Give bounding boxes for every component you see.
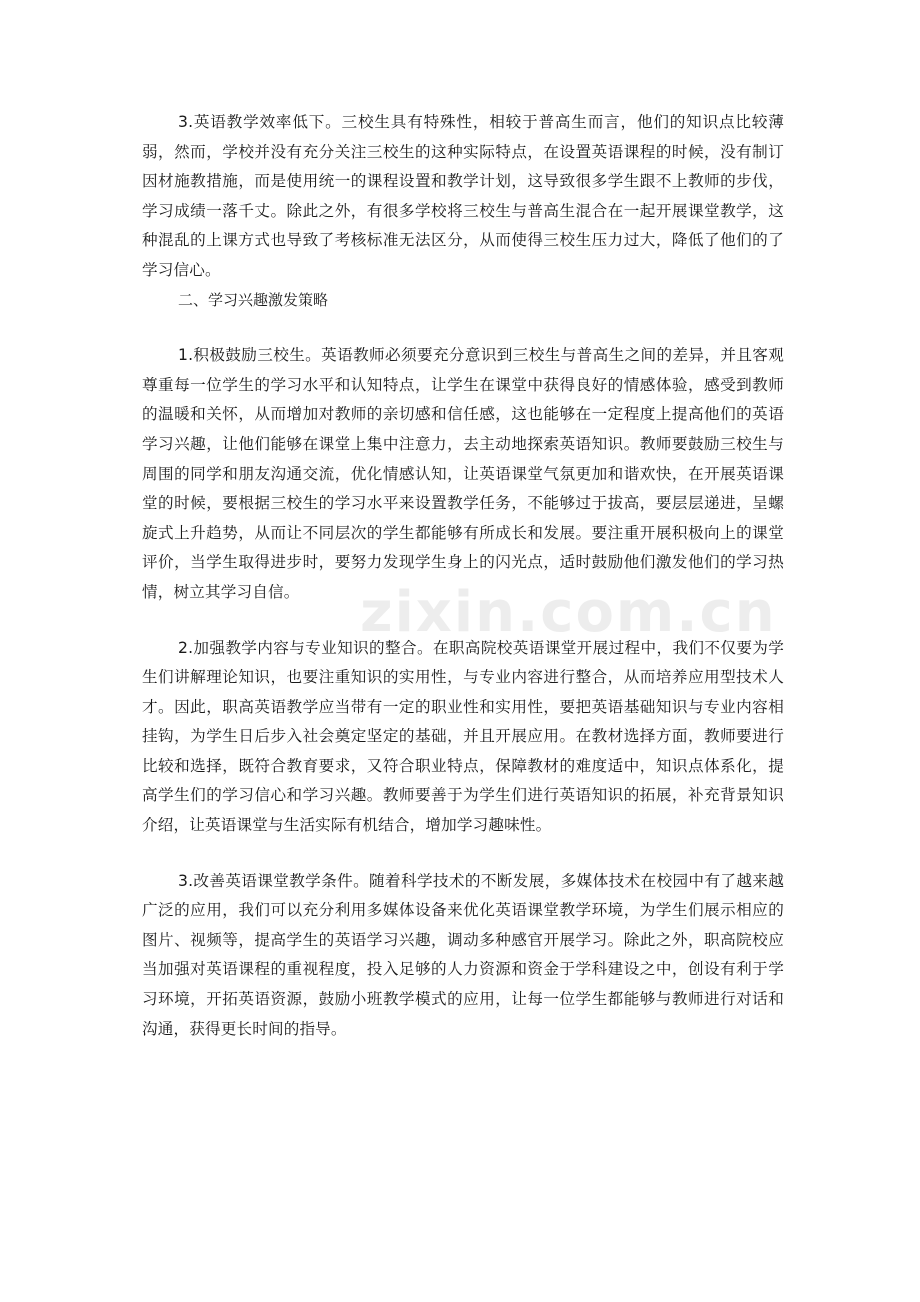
section-heading: 二、学习兴趣激发策略 (178, 290, 329, 309)
paragraph-efficiency: 3.英语教学效率低下。三校生具有特殊性，相较于普高生而言，他们的知识点比较薄弱，然而，学校并没有充分关注三校生的这种实际特点，在设置英语课程的时候，没有制订因材施教措施，而是使用统一的课程设置和教学计划，这导致很多学生跟不上教师的步伐，学习成绩一落千丈。除此之外，有很多学校将三校生与普高生混合在一起开展课堂教学，这种混乱的上课方式也导致了考核标准无法区分，从而使得三校生压力过大，降低了他们的了学习信心。 (142, 113, 784, 279)
paragraph-conditions: 3.改善英语课堂教学条件。随着科学技术的不断发展，多媒体技术在校园中有了越来越广泛的应用，我们可以充分利用多媒体设备来优化英语课堂教学环境，为学生们展示相应的图片、视频等，提高学生的英语学习兴趣，调动多种感官开展学习。除此之外，职高院校应当加强对英语课程的重视程度，投入足够的人力资源和资金于学科建设之中，创设有利于学习环境，开拓英语资源，鼓励小班教学模式的应用，让每一位学生都能够与教师进行对话和沟通，获得更长时间的指导。 (142, 871, 784, 1038)
document-body (142, 108, 784, 1044)
watermark: zixin.com.cn (360, 580, 777, 645)
paragraph-encourage: 1.积极鼓励三校生。英语教师必须要充分意识到三校生与普高生之间的差异，并且客观尊重每一位学生的学习水平和认知特点，让学生在课堂中获得良好的情感体验，感受到教师的温暖和关怀，从而增加对教师的亲切感和信任感，这也能够在一定程度上提高他们的英语学习兴趣，让他们能够在课堂上集中注意力，去主动地探索英语知识。教师要鼓励三校生与周围的同学和朋友沟通交流，优化情感认知，让英语课堂气氛更加和谐欢快，在开展英语课堂的时候，要根据三校生的学习水平来设置教学任务，不能够过于拔高，要层层递进，呈螺旋式上升趋势，从而让不同层次的学生都能够有所成长和发展。要注重开展积极向上的课堂评价，当学生取得进步时，要努力发现学生身上的闪光点，适时鼓励他们激发他们的学习热情，树立其学习自信。 (142, 346, 784, 601)
paragraph-integration: 2.加强教学内容与专业知识的整合。在职高院校英语课堂开展过程中，我们不仅要为学生们讲解理论知识，也要注重知识的实用性，与专业内容进行整合，从而培养应用型技术人才。因此，职高英语教学应当带有一定的职业性和实用性，要把英语基础知识与专业内容相挂钩，为学生日后步入社会奠定坚定的基础，并且开展应用。在教材选择方面，教师要进行比较和选择，既符合教育要求，又符合职业特点，保障教材的难度适中，知识点体系化，提高学生们的学习信心和学习兴趣。教师要善于为学生们进行英语知识的拓展，补充背景知识介绍，让英语课堂与生活实际有机结合，增加学习趣味性。 (142, 638, 784, 835)
